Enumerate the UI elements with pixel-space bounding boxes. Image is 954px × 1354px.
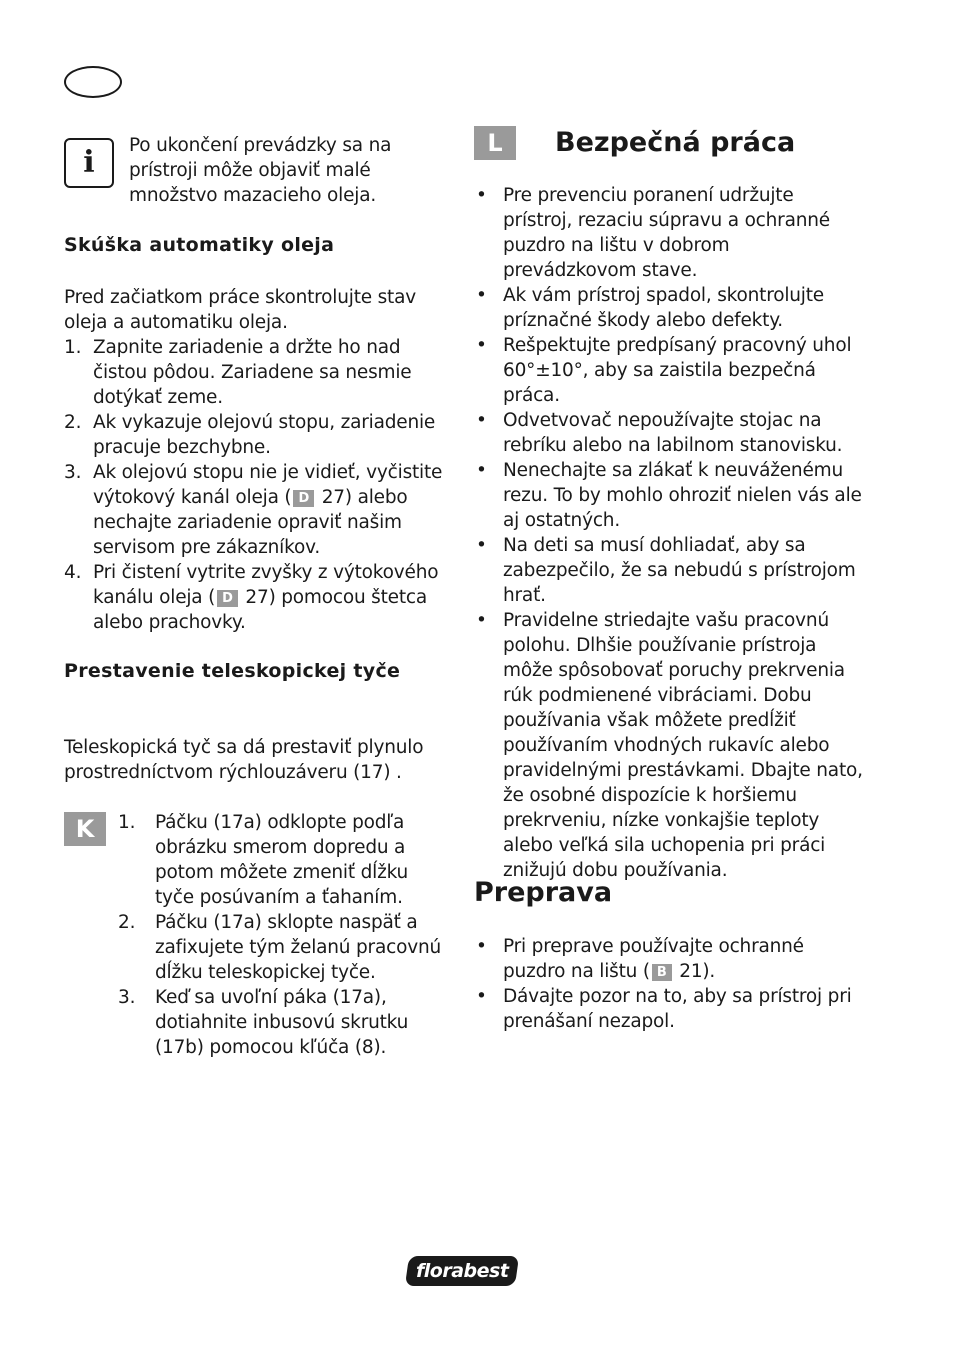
list-item: • Rešpektujte predpísaný pracovný uhol 60°±10°, aby sa zaistila bezpečná práca.	[476, 335, 852, 406]
list-item: • Dávajte pozor na to, aby sa prístroj pri prenášaní nezapol.	[476, 986, 852, 1032]
list-item: • Na deti sa musí dohliadať, aby sa zabezpečilo, že sa nebudú s prístrojom hrať.	[476, 535, 856, 606]
oil-check-intro: Pred začiatkom práce skontrolujte stav oleja a automatiku oleja.	[64, 287, 416, 333]
info-note: Po ukončení prevádzky sa na prístroji môže objaviť malé množstvo mazacieho oleja.	[129, 135, 392, 206]
list-item: 2. Ak vykazuje olejovú stopu, zariadenie pracuje bezchybne.	[64, 412, 436, 458]
safety-title: Bezpečná práca	[555, 127, 796, 158]
list-item: • Nenechajte sa zlákať k neuváženému rezu. To by mohlo ohroziť nielen vás ale aj ostatných.	[476, 460, 862, 531]
list-item: • Pre prevenciu poranení udržujte prístroj, rezaciu súpravu a ochranné puzdro na lištu v dobrom prevádzkovom stave.	[476, 185, 830, 281]
logo-text: florabest	[415, 1260, 509, 1282]
list-item: • Pravidelne striedajte vašu pracovnú polohu. Dlhšie používanie prístroja môže spôsobovať poruchy prekrvenia rúk podmienené vibráciami. Dobu používania však môžete predĺžiť používaním vhodných rukavíc alebo pravidelnými prestávkami. Dbajte nato, že osobné dispozície k horšiemu prekrveniu, nízke vonkajšie teploty alebo veľká sila uchopenia pri práci znižujú dobu používania.	[476, 610, 863, 881]
list-item: 1. Páčku (17a) odklopte podľa obrázku smerom dopredu a potom môžete zmeniť dĺžku tyče posúvaním a ťahaním.	[118, 812, 409, 908]
list-item: 4. Pri čistení vytrite zvyšky z výtokového kanálu oleja ( D 27) pomocou štetca alebo prachovky.	[64, 562, 439, 633]
info-icon: i	[64, 138, 114, 188]
figure-ref-badge: D	[293, 490, 314, 507]
telescope-title: Prestavenie teleskopickej tyče	[64, 660, 401, 682]
safety-list	[474, 183, 866, 883]
list-item: • Pri preprave používajte ochranné puzdro na lištu ( B 21).	[476, 936, 804, 982]
list-item: 2. Páčku (17a) sklopte naspäť a zafixujete tým želanú pracovnú dĺžku teleskopickej tyče.	[118, 912, 441, 983]
list-item: 1. Zapnite zariadenie a držte ho nad čistou pôdou. Zariadene sa nesmie dotýkať zeme.	[64, 337, 412, 408]
telescope-intro: Teleskopická tyč sa dá prestaviť plynulo prostredníctvom rýchlouzáveru (17) .	[64, 737, 424, 783]
oil-check-title: Skúška automatiky oleja	[64, 234, 335, 256]
figure-ref-badge: D	[217, 590, 238, 607]
list-item: • Ak vám prístroj spadol, skontrolujte príznačné škody alebo defekty.	[476, 285, 824, 331]
list-item: 3. Ak olejovú stopu nie je vidieť, vyčistite výtokový kanál oleja ( D 27) alebo nechajte zariadenie opraviť našim servisom pre zákazníkov.	[64, 462, 443, 558]
list-item: 3. Keď sa uvoľní páka (17a), dotiahnite inbusovú skrutku (17b) pomocou kľúča (8).	[118, 987, 409, 1058]
transport-list	[474, 934, 866, 1034]
transport-title: Preprava	[474, 877, 613, 908]
section-badge-l: L	[474, 126, 516, 160]
telescope-steps	[118, 810, 452, 1060]
oil-check-steps	[64, 335, 452, 635]
figure-badge-k: K	[64, 812, 106, 846]
list-item: • Odvetvovač nepoužívajte stojac na rebríku alebo na labilnom stanovisku.	[476, 410, 843, 456]
page-language-oval	[64, 66, 122, 98]
figure-ref-badge: B	[652, 964, 672, 981]
florabest-logo	[407, 1250, 519, 1288]
